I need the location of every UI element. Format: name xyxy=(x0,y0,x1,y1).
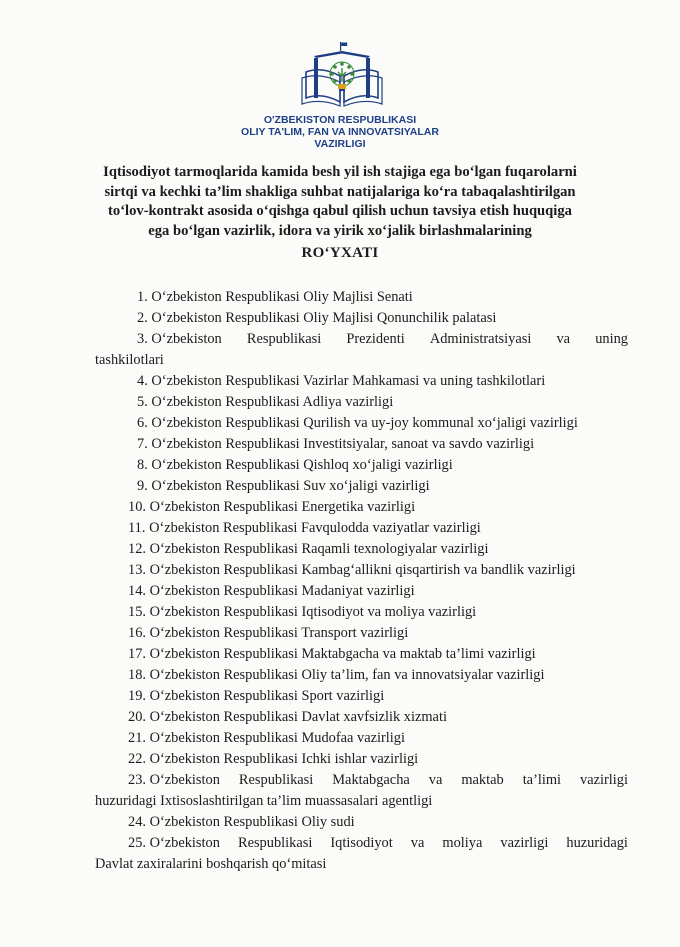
list-item xyxy=(137,392,628,413)
list-item-word: Maktabgacha xyxy=(332,772,410,788)
list-item-number: 1. xyxy=(137,289,148,305)
list-item xyxy=(137,287,628,308)
list-item-text: O‘zbekiston Respublikasi Oliy Majlisi Qonunchilik palatasi xyxy=(147,310,497,326)
list-item-word: Respublikasi xyxy=(238,772,314,788)
heading-line: Iqtisodiyot tarmoqlarida kamida besh yil ish stajiga ega bo‘lgan fuqarolarni xyxy=(103,164,577,180)
list-item xyxy=(128,749,628,770)
list-item xyxy=(137,455,628,476)
list-item-number: 6. xyxy=(137,415,148,431)
list-item xyxy=(128,497,628,518)
list-item-text: O‘zbekiston Respublikasi Kambag‘allikni qisqartirish va bandlik vazirligi xyxy=(146,562,576,578)
list-item-number: 10. xyxy=(128,499,146,515)
list-item-number: 19. xyxy=(128,688,146,704)
list-item-number: 21. xyxy=(128,730,146,746)
list-item-number: 8. xyxy=(137,457,148,473)
list-item-first-line xyxy=(128,833,628,854)
list-item-number: 2. xyxy=(137,310,148,326)
list-item-first-line xyxy=(137,329,628,350)
list-item-text: O‘zbekiston Respublikasi Vazirlar Mahkamasi va uning tashkilotlari xyxy=(147,373,546,389)
list-item-text: O‘zbekiston Respublikasi Mudofaa vazirligi xyxy=(146,730,405,746)
list-item xyxy=(137,434,628,455)
list-item-number: 14. xyxy=(128,583,146,599)
list-item-word: ta’limi xyxy=(522,772,562,788)
list-item xyxy=(128,623,628,644)
list-item-text: O‘zbekiston Respublikasi Adliya vazirligi xyxy=(147,394,394,410)
list-item-number: 7. xyxy=(137,436,148,452)
ministry-line: O'ZBEKISTON RESPUBLIKASI xyxy=(263,114,417,126)
list-item-number: 15. xyxy=(128,604,146,620)
ministry-line: VAZIRLIGI xyxy=(314,138,366,150)
ministry-line: OLIY TA'LIM, FAN VA INNOVATSIYALAR xyxy=(241,126,439,138)
list-item xyxy=(128,539,628,560)
list-item-text: O‘zbekiston Respublikasi Suv xo‘jaligi vazirligi xyxy=(147,478,430,494)
list-item-text: O‘zbekiston Respublikasi Qishloq xo‘jaligi vazirligi xyxy=(147,457,453,473)
list-item-word: moliya xyxy=(442,835,483,851)
list-item-word: 25. O‘zbekiston xyxy=(128,835,220,851)
list-item-number: 16. xyxy=(128,625,146,641)
heading-line: to‘lov-kontrakt asosida o‘qishga qabul qilish uchun tavsiya etish huquqiga xyxy=(108,203,572,219)
list-item-number: 24. xyxy=(128,814,146,830)
list-item xyxy=(128,602,628,623)
list-item xyxy=(128,707,628,728)
list-item xyxy=(95,833,628,875)
list-item-text: O‘zbekiston Respublikasi Sport vazirligi xyxy=(146,688,385,704)
list-item-text: O‘zbekiston Respublikasi Transport vazirligi xyxy=(146,625,409,641)
list-item-number: 22. xyxy=(128,751,146,767)
list-item-number: 13. xyxy=(128,562,146,578)
list-item xyxy=(137,476,628,497)
list-item-number: 17. xyxy=(128,646,146,662)
list-item-text: O‘zbekiston Respublikasi Raqamli texnologiyalar vazirligi xyxy=(146,541,489,557)
list-item xyxy=(128,812,628,833)
list-item xyxy=(95,329,628,371)
list-item xyxy=(128,728,628,749)
list-item xyxy=(128,518,628,539)
list-item-number: 18. xyxy=(128,667,146,683)
list-item-text: O‘zbekiston Respublikasi Oliy Majlisi Senati xyxy=(147,289,413,305)
list-title: RO‘YXATI xyxy=(301,245,379,261)
list-item-continuation: huzuridagi Ixtisoslashtirilgan ta’lim muassasalari agentligi xyxy=(95,793,433,809)
list-item-continuation: Davlat zaxiralarini boshqarish qo‘mitasi xyxy=(95,856,327,872)
list-item-word: Administratsiyasi xyxy=(429,331,532,347)
list-item xyxy=(128,560,628,581)
heading-line: sirtqi va kechki ta’lim shakliga suhbat natijalariga ko‘ra tabaqalashtirilgan xyxy=(104,183,576,200)
list-item-word: vazirligi xyxy=(500,835,549,851)
list-item-word: Iqtisodiyot xyxy=(330,835,393,851)
list-item xyxy=(137,371,628,392)
list-item-number: 11. xyxy=(128,520,146,536)
list-item xyxy=(128,644,628,665)
list-item-text: O‘zbekiston Respublikasi Investitsiyalar, sanoat va savdo vazirligi xyxy=(147,436,535,452)
list-item-word: huzuridagi xyxy=(566,835,628,851)
list-item-text: O‘zbekiston Respublikasi Oliy ta’lim, fan va innovatsiyalar vazirligi xyxy=(146,667,545,683)
list-item-number: 20. xyxy=(128,709,146,725)
list-item-text: O‘zbekiston Respublikasi Qurilish va uy-joy kommunal xo‘jaligi vazirligi xyxy=(147,415,578,431)
list-item-word: Respublikasi xyxy=(237,835,313,851)
list-item-word: va xyxy=(410,835,425,851)
list-item-word: 23. O‘zbekiston xyxy=(128,772,220,788)
list-item-word: Respublikasi xyxy=(246,331,322,347)
list-item-number: 9. xyxy=(137,478,148,494)
list-item-text: O‘zbekiston Respublikasi Ichki ishlar vazirligi xyxy=(146,751,419,767)
list-item xyxy=(128,686,628,707)
list-item xyxy=(128,581,628,602)
list-item-number: 4. xyxy=(137,373,148,389)
list-item-word: uning xyxy=(595,331,628,347)
list-item xyxy=(137,308,628,329)
document-heading xyxy=(60,163,620,241)
list-item-continuation: tashkilotlari xyxy=(95,352,164,368)
heading-line: ega bo‘lgan vazirlik, idora va yirik xo‘jalik birlashmalarining xyxy=(148,222,532,239)
ministry-emblem-svg xyxy=(300,42,384,110)
list-item-number: 12. xyxy=(128,541,146,557)
list-item-number: 5. xyxy=(137,394,148,410)
list-item-word: va xyxy=(556,331,571,347)
list-item-text: O‘zbekiston Respublikasi Favqulodda vaziyatlar vazirligi xyxy=(145,520,481,536)
list-item-first-line xyxy=(128,770,628,791)
ministry-emblem-icon xyxy=(300,42,384,110)
list-item-word: Prezidenti xyxy=(346,331,405,347)
list-item-text: O‘zbekiston Respublikasi Energetika vazirligi xyxy=(146,499,416,515)
ministry-name xyxy=(0,114,680,150)
list-item xyxy=(95,770,628,812)
list-item-text: O‘zbekiston Respublikasi Oliy sudi xyxy=(146,814,355,830)
list-item xyxy=(128,665,628,686)
list-item xyxy=(137,413,628,434)
list-item-text: O‘zbekiston Respublikasi Iqtisodiyot va moliya vazirligi xyxy=(146,604,477,620)
list-item-word: 3. O‘zbekiston xyxy=(137,331,222,347)
list-item-word: va xyxy=(428,772,443,788)
list-item-text: O‘zbekiston Respublikasi Madaniyat vazirligi xyxy=(146,583,415,599)
list-item-word: maktab xyxy=(461,772,504,788)
list-item-text: O‘zbekiston Respublikasi Davlat xavfsizlik xizmati xyxy=(146,709,447,725)
list-item-word: vazirligi xyxy=(580,772,628,788)
list-item-text: O‘zbekiston Respublikasi Maktabgacha va maktab ta’limi vazirligi xyxy=(146,646,536,662)
